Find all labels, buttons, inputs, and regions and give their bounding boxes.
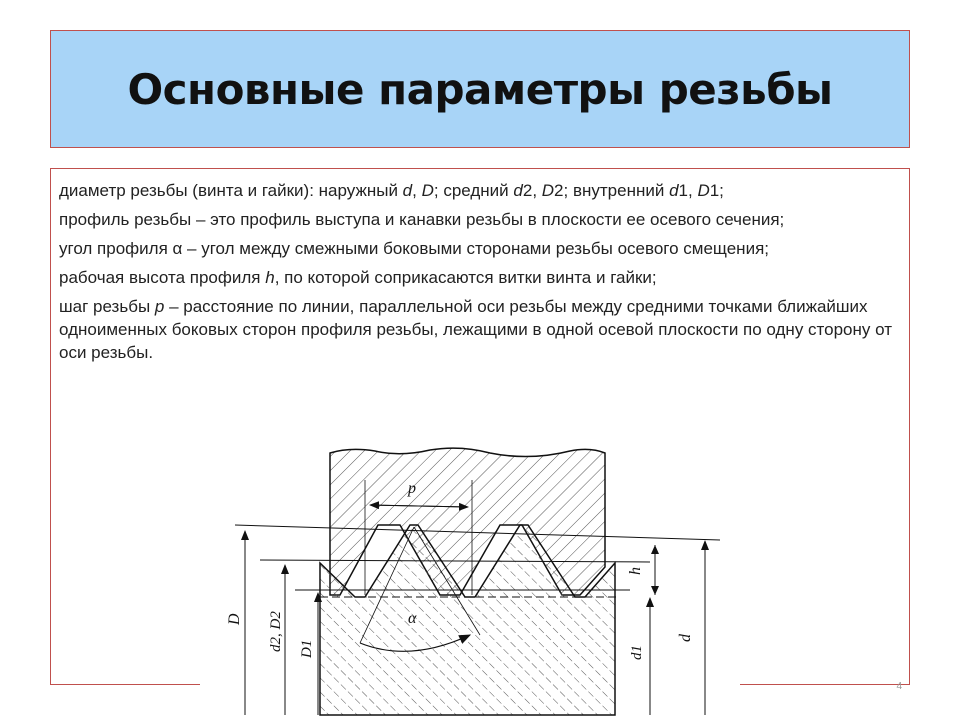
- label-p: p: [408, 480, 416, 497]
- definition-pitch: шаг резьбы p – расстояние по линии, параллельной оси резьбы между средними точками ближайших одноименных боковых сторон профиля резьбы, лежащими в одной осевой плоскости по одну сторону от оси резьбы.: [59, 297, 892, 362]
- definition-height: рабочая высота профиля h, по которой соприкасаются витки винта и гайки;: [59, 268, 657, 287]
- definition-angle: угол профиля α – угол между смежными боковыми сторонами резьбы осевого смещения;: [59, 239, 769, 258]
- label-alpha: α: [408, 610, 417, 627]
- label-h: h: [627, 567, 644, 575]
- label-d: d: [677, 634, 694, 642]
- thread-profile-diagram: [200, 445, 740, 720]
- label-D1: D1: [299, 639, 315, 658]
- page-title: Основные параметры резьбы: [127, 64, 833, 114]
- nut-section: [330, 448, 605, 595]
- label-d1: d1: [629, 645, 645, 660]
- title-banner: [50, 30, 910, 148]
- definitions-list: [59, 179, 903, 370]
- page-number: 4: [896, 681, 902, 692]
- definition-diameter: диаметр резьбы (винта и гайки): наружный d, D; средний d2, D2; внутренний d1, D1;: [59, 181, 724, 200]
- label-D: D: [226, 613, 243, 625]
- label-d2D2: d2, D2: [268, 611, 284, 652]
- definition-profile: профиль резьбы – это профиль выступа и канавки резьбы в плоскости ее осевого сечения;: [59, 210, 785, 229]
